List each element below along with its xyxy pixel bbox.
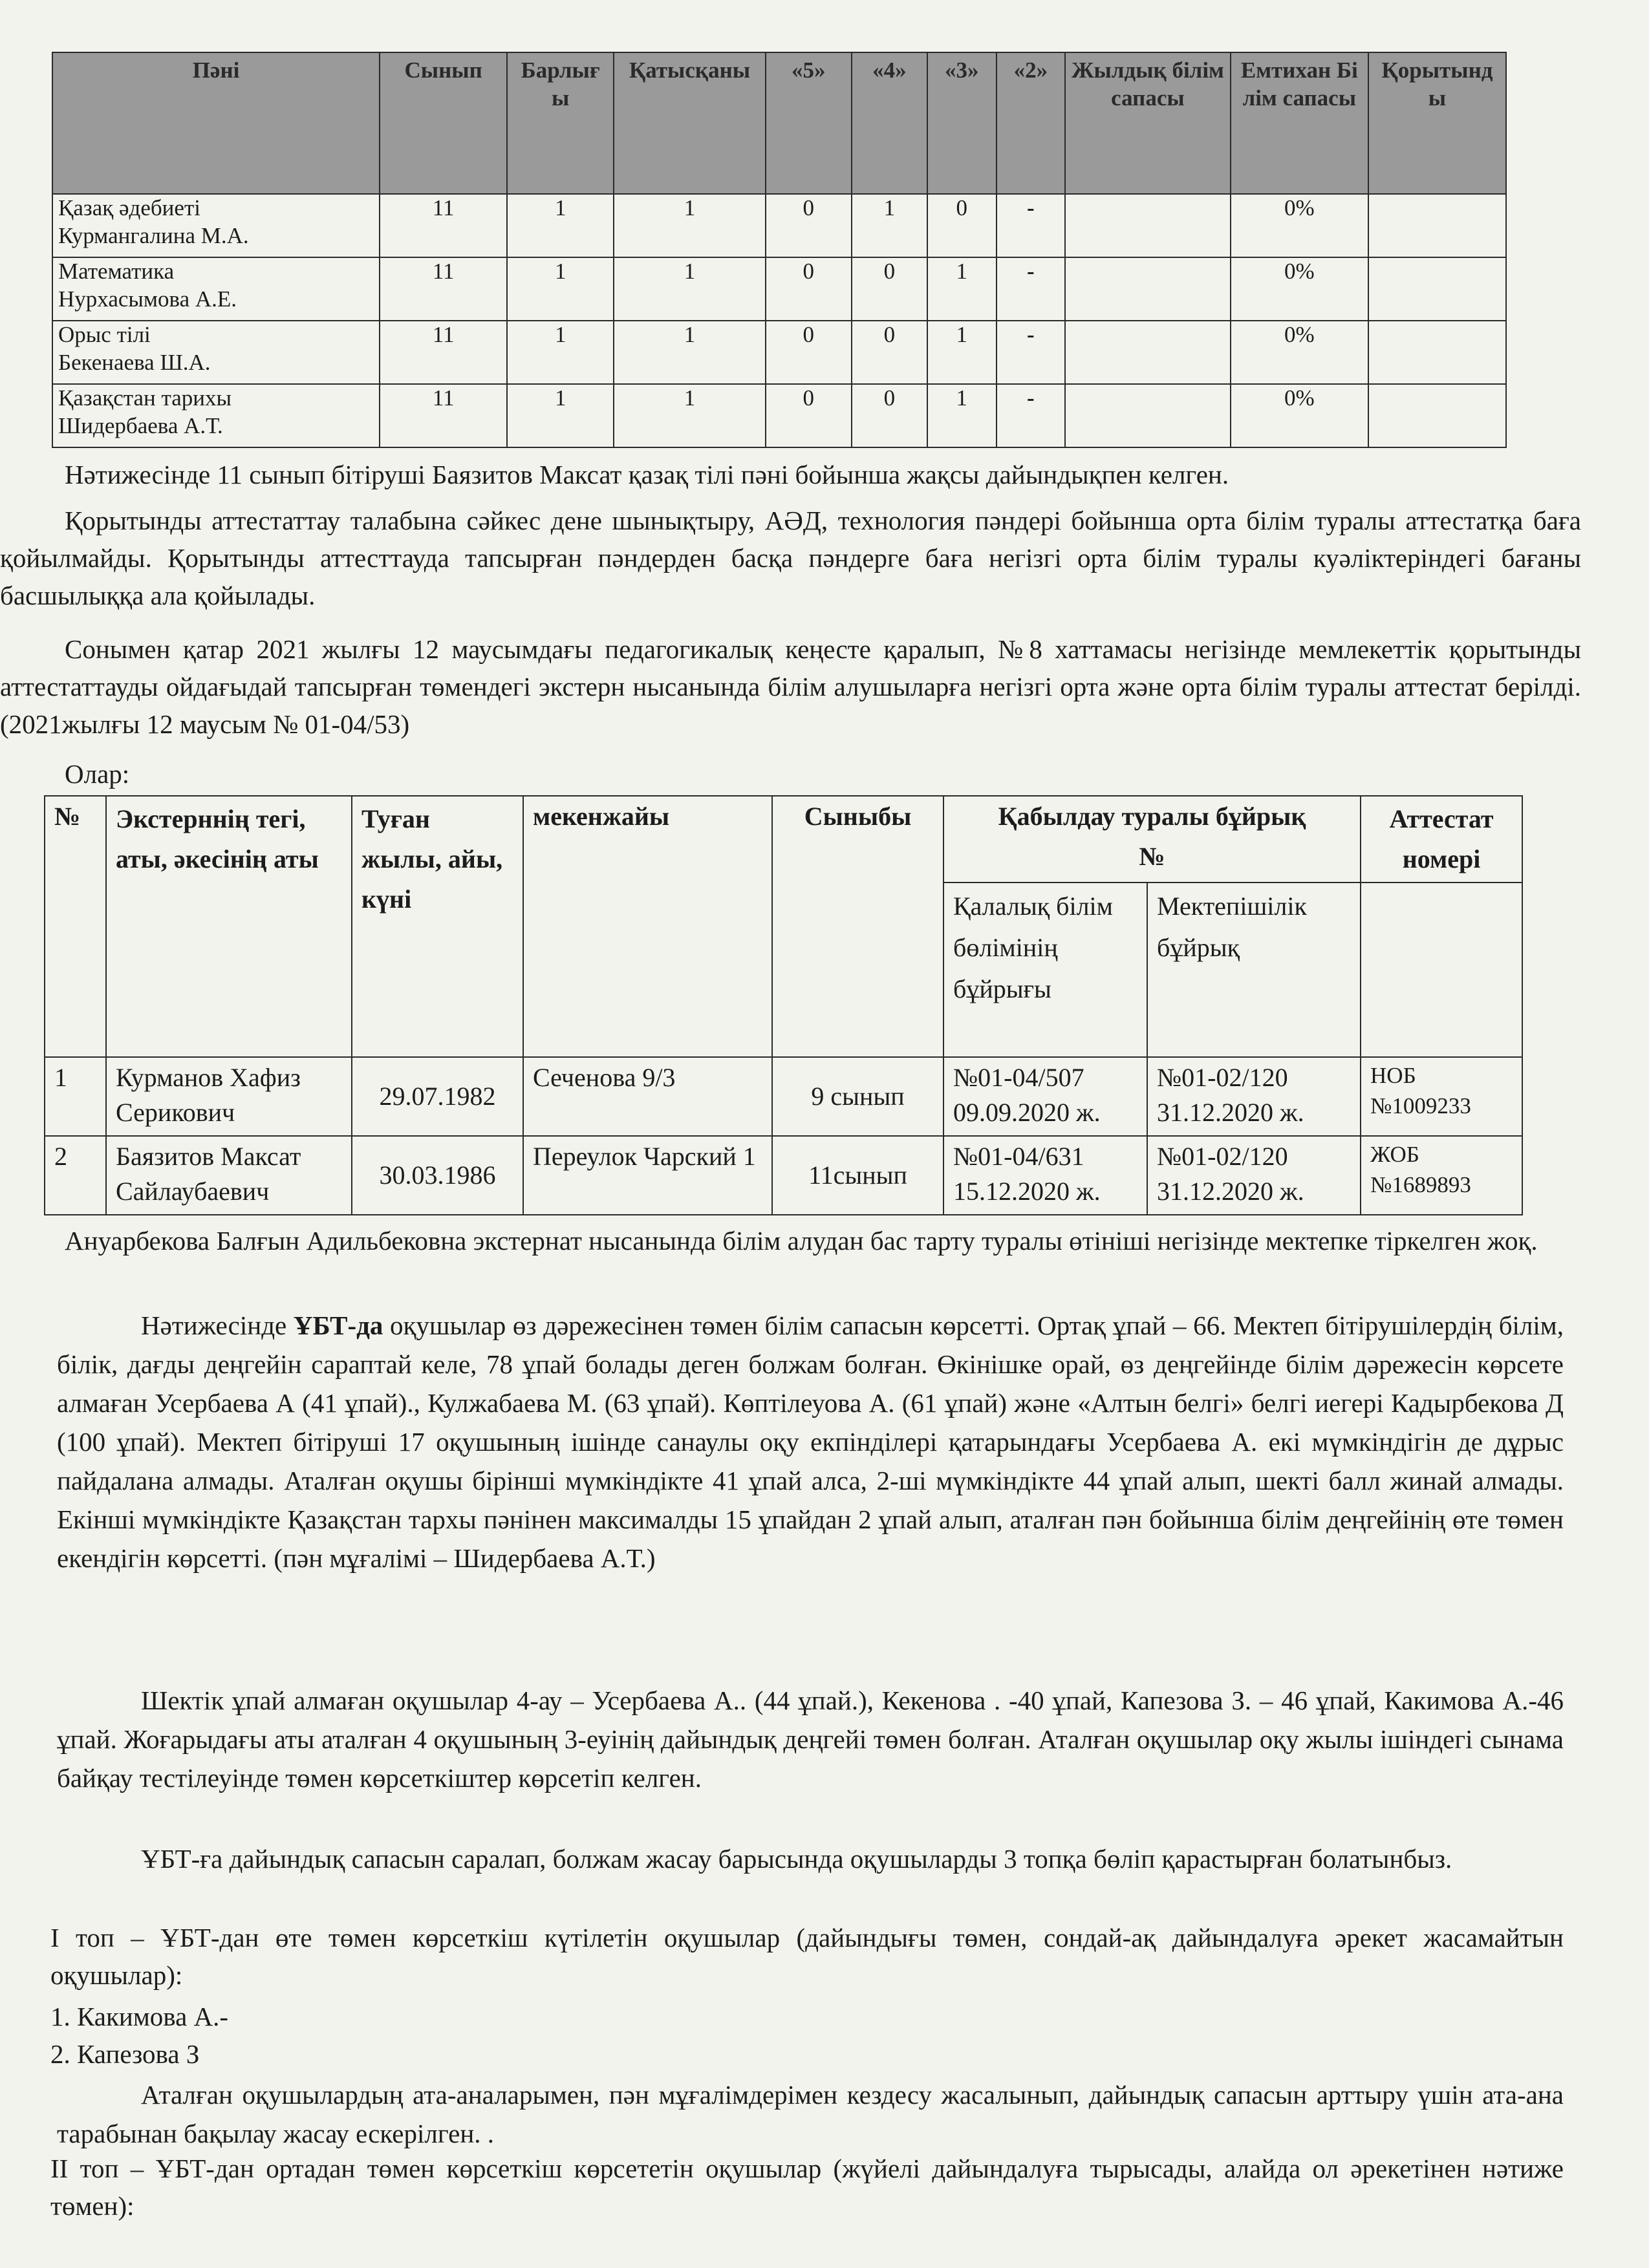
teacher-name: Бекенаева Ш.А. — [58, 349, 211, 375]
grade-cell: 11 — [380, 257, 507, 321]
count4-cell: 0 — [852, 257, 927, 321]
count5-cell: 0 — [766, 194, 852, 257]
cert-cell — [1361, 1136, 1522, 1215]
table-row — [52, 257, 1506, 321]
subject-name: Математика — [58, 259, 175, 284]
group-1-item-2: 2. Капезова З — [50, 2039, 200, 2069]
present-cell: 1 — [614, 321, 765, 384]
extern-header-row — [45, 796, 1522, 883]
city-order-cell — [943, 1136, 1147, 1215]
extern-name: Баязитов Максат Сайлаубаевич — [106, 1136, 352, 1215]
subject-name: Қазақстан тарихы — [58, 385, 232, 411]
col-header: Барлығы — [507, 52, 614, 194]
parents-paragraph: Аталған оқушылардың ата-аналарымен, пән мұғалімдерімен кездесу жасалынып, дайындық сапасын арттыру үшін ата-ана тарабынан бақылау жасау ескерілген. . — [57, 2080, 1564, 2148]
total-cell: 1 — [507, 194, 614, 257]
count2-cell: - — [997, 384, 1066, 447]
total-cell: 1 — [507, 321, 614, 384]
cert-type: ЖОБ — [1370, 1142, 1419, 1167]
annual-quality-cell — [1065, 257, 1231, 321]
col-header: Жылдық білім сапасы — [1065, 52, 1231, 194]
cert-cell — [1361, 1057, 1522, 1136]
count4-cell: 1 — [852, 194, 927, 257]
ubt-paragraph — [57, 1306, 1564, 1578]
col-header: Сынып — [380, 52, 507, 194]
teacher-name: Нурхасымова А.Е. — [58, 286, 237, 312]
school-order-no: №01-02/120 — [1157, 1142, 1288, 1171]
school-order-date: 31.12.2020 ж. — [1157, 1098, 1304, 1127]
final-cell — [1368, 257, 1506, 321]
exam-quality-cell: 0% — [1231, 194, 1368, 257]
ubt-text-start: Нәтижесінде — [141, 1311, 294, 1340]
col-header: «2» — [997, 52, 1066, 194]
col-header-order: Қабылдау туралы бұйрық № — [943, 796, 1361, 883]
count4-cell: 0 — [852, 321, 927, 384]
count3-cell: 1 — [927, 321, 997, 384]
city-order-no: №01-04/631 — [953, 1142, 1084, 1171]
total-cell: 1 — [507, 384, 614, 447]
table-row — [52, 321, 1506, 384]
col-header: Емтихан Білім сапасы — [1231, 52, 1368, 194]
city-order-no: №01-04/507 — [953, 1063, 1084, 1092]
col-header: «4» — [852, 52, 927, 194]
present-cell: 1 — [614, 257, 765, 321]
extern-table — [44, 795, 1523, 1215]
results-table — [52, 52, 1507, 448]
present-cell: 1 — [614, 384, 765, 447]
table-row — [52, 384, 1506, 447]
col-header-no: № — [45, 796, 106, 1057]
count5-cell: 0 — [766, 257, 852, 321]
extern-paragraph: Сонымен қатар 2021 жылғы 12 маусымдағы педагогикалық кеңесте қаралып, №8 хаттамасы негізінде мемлекеттік қорытынды аттестаттауды ойдағыдай тапсырған төмендегі экстерн нысанында білім алушыларға негізгі орта және орта білім туралы аттестат берілді. (2021жылғы 12 маусым № 01-04/53) — [0, 634, 1581, 739]
count3-cell: 1 — [927, 384, 997, 447]
refusal-paragraph: Ануарбекова Балғын Адильбековна экстернат нысанында білім алудан бас тарту туралы өтініші негізінде мектепке тіркелген жоқ. — [65, 1226, 1538, 1256]
groups-intro-paragraph: ҰБТ-ға дайындық сапасын саралап, болжам жасау барысында оқушыларды 3 топқа бөліп қарастырған болатынбыз. — [141, 1844, 1452, 1874]
grade-cell: 11 — [380, 194, 507, 257]
teacher-name: Шидербаева А.Т. — [58, 412, 223, 438]
subject-cell — [52, 257, 380, 321]
total-cell: 1 — [507, 257, 614, 321]
col-header-birth: Туған жылы, айы, күні — [352, 796, 523, 1057]
subject-name: Қазақ әдебиеті — [58, 195, 200, 220]
table-row — [45, 1057, 1522, 1136]
city-order-date: 09.09.2020 ж. — [953, 1098, 1101, 1127]
count2-cell: - — [997, 194, 1066, 257]
grade-cell: 11 — [380, 321, 507, 384]
final-cell — [1368, 384, 1506, 447]
col-header: Пәні — [52, 52, 380, 194]
birth-date: 30.03.1986 — [352, 1136, 523, 1215]
subject-cell — [52, 384, 380, 447]
final-cell — [1368, 194, 1506, 257]
list-intro: Олар: — [65, 759, 130, 789]
group-1-item-1: 1. Какимова А.- — [50, 2002, 229, 2031]
school-order-date: 31.12.2020 ж. — [1157, 1177, 1304, 1206]
class-value: 11сынып — [772, 1136, 943, 1215]
birth-date: 29.07.1982 — [352, 1057, 523, 1136]
threshold-paragraph: Шектік ұпай алмаған оқушылар 4-ау – Усербаева А.. (44 ұпай.), Кекенова . -40 ұпай, Капезова З. – 46 ұпай, Какимова А.-46 ұпай. Жоғарыдағы аты аталған 4 оқушының 3-еуінің дайындық деңгейі төмен болған. Аталған оқушылар оқу жылы ішіндегі сынама байқау тестілеуінде төмен көрсеткіштер көрсетіп келген. — [57, 1685, 1564, 1793]
address: Сеченова 9/3 — [523, 1057, 772, 1136]
annual-quality-cell — [1065, 384, 1231, 447]
col-header-address: мекенжайы — [523, 796, 772, 1057]
annual-quality-cell — [1065, 321, 1231, 384]
count2-cell: - — [997, 321, 1066, 384]
city-order-cell — [943, 1057, 1147, 1136]
col-header-class: Сыныбы — [772, 796, 943, 1057]
col-header: Қатысқаны — [614, 52, 765, 194]
cert-number: №1689893 — [1370, 1172, 1471, 1198]
count5-cell: 0 — [766, 321, 852, 384]
row-number: 2 — [45, 1136, 106, 1215]
empty-cell — [1361, 883, 1522, 1057]
col-header-name: Экстерннің тегі, аты, әкесінің аты — [106, 796, 352, 1057]
table-row — [52, 194, 1506, 257]
final-cell — [1368, 321, 1506, 384]
school-order-no: №01-02/120 — [1157, 1063, 1288, 1092]
exam-quality-cell: 0% — [1231, 321, 1368, 384]
teacher-name: Курмангалина М.А. — [58, 222, 249, 248]
cert-type: НОБ — [1370, 1063, 1416, 1088]
city-order-date: 15.12.2020 ж. — [953, 1177, 1101, 1206]
count4-cell: 0 — [852, 384, 927, 447]
subject-cell — [52, 321, 380, 384]
attestation-paragraph: Қорытынды аттестаттау талабына сәйкес дене шынықтыру, АӘД, технология пәндері бойынша орта білім туралы аттестатқа баға қойылмайды. Қорытынды аттесттауда тапсырған пәндерден басқа пәндерге баға негізгі орта білім туралы куәліктеріндегі бағаны басшылыққа ала қойылады. — [0, 506, 1581, 610]
ubt-text-rest: оқушылар өз дәрежесінен төмен білім сапасын көрсетті. Ортақ ұпай – 66. Мектеп бітірушілердің білім, білік, дағды деңгейін сараптай келе, 78 ұпай болады деген болжам болған. Өкінішке орай, өз деңгейінде білім дәрежесін көрсете алмаған Усербаева А (41 ұпай)., Кулжабаева М. (63 ұпай). Көптілеуова А. (61 ұпай) және «Алтын белгі» белгі иегері Кадырбекова Д (100 ұпай). Мектеп бітіруші 17 оқушының ішінде санаулы оқу екпінділері қатарындағы Усербаева А. екі мүмкіндігін де дұрыс пайдалана алмады. Аталған оқушы бірінші мүмкіндікте 41 ұпай алса, 2-ші мүмкіндікте 44 ұпай алып, шекті балл жинай алмады. Екінші мүмкіндікте Қазақстан тархы пәнінен максимaлды 15 ұпайдан 2 ұпай алып, аталған пән бойынша білім деңгейінің өте төмен екендігін көрсетті. (пән мұғалімі – Шидербаева А.Т.) — [57, 1311, 1564, 1573]
table-row — [45, 1136, 1522, 1215]
count2-cell: - — [997, 257, 1066, 321]
col-header-cert: Аттестат номері — [1361, 796, 1522, 883]
row-number: 1 — [45, 1057, 106, 1136]
exam-quality-cell: 0% — [1231, 384, 1368, 447]
annual-quality-cell — [1065, 194, 1231, 257]
result-paragraph: Нәтижесінде 11 сынып бітіруші Баязитов Максат қазақ тілі пәні бойынша жақсы дайындықпен келген. — [65, 460, 1229, 489]
subject-name: Орыс тілі — [58, 322, 151, 347]
col-header: «5» — [766, 52, 852, 194]
group-1-paragraph: I топ – ҰБТ-дан өте төмен көрсеткіш күтілетін оқушылар (дайындығы төмен, сондай-ақ дайындалуға әрекет жасамайтын оқушылар): — [50, 1923, 1564, 1990]
col-header-school-order: Мектепішілік бұйрық — [1147, 883, 1361, 1057]
col-header-city-order: Қалалық білім бөлімінің бұйрығы — [943, 883, 1147, 1057]
exam-quality-cell: 0% — [1231, 257, 1368, 321]
grade-cell: 11 — [380, 384, 507, 447]
class-value: 9 сынып — [772, 1057, 943, 1136]
count5-cell: 0 — [766, 384, 852, 447]
school-order-cell — [1147, 1136, 1361, 1215]
subject-cell — [52, 194, 380, 257]
ubt-indent — [57, 1311, 141, 1340]
col-header: Қорытынды — [1368, 52, 1506, 194]
count3-cell: 0 — [927, 194, 997, 257]
present-cell: 1 — [614, 194, 765, 257]
group-2-paragraph: II топ – ҰБТ-дан ортадан төмен көрсеткіш көрсететін оқушылар (жүйелі дайындалуға тырысады, алайда ол әрекетінен нәтиже төмен): — [50, 2154, 1564, 2221]
extern-name: Курманов Хафиз Серикович — [106, 1057, 352, 1136]
col-header: «3» — [927, 52, 997, 194]
school-order-cell — [1147, 1057, 1361, 1136]
count3-cell: 1 — [927, 257, 997, 321]
address: Переулок Чарский 1 — [523, 1136, 772, 1215]
results-header-row — [52, 52, 1506, 194]
cert-number: №1009233 — [1370, 1093, 1471, 1119]
ubt-bold: ҰБТ-да — [293, 1311, 383, 1340]
